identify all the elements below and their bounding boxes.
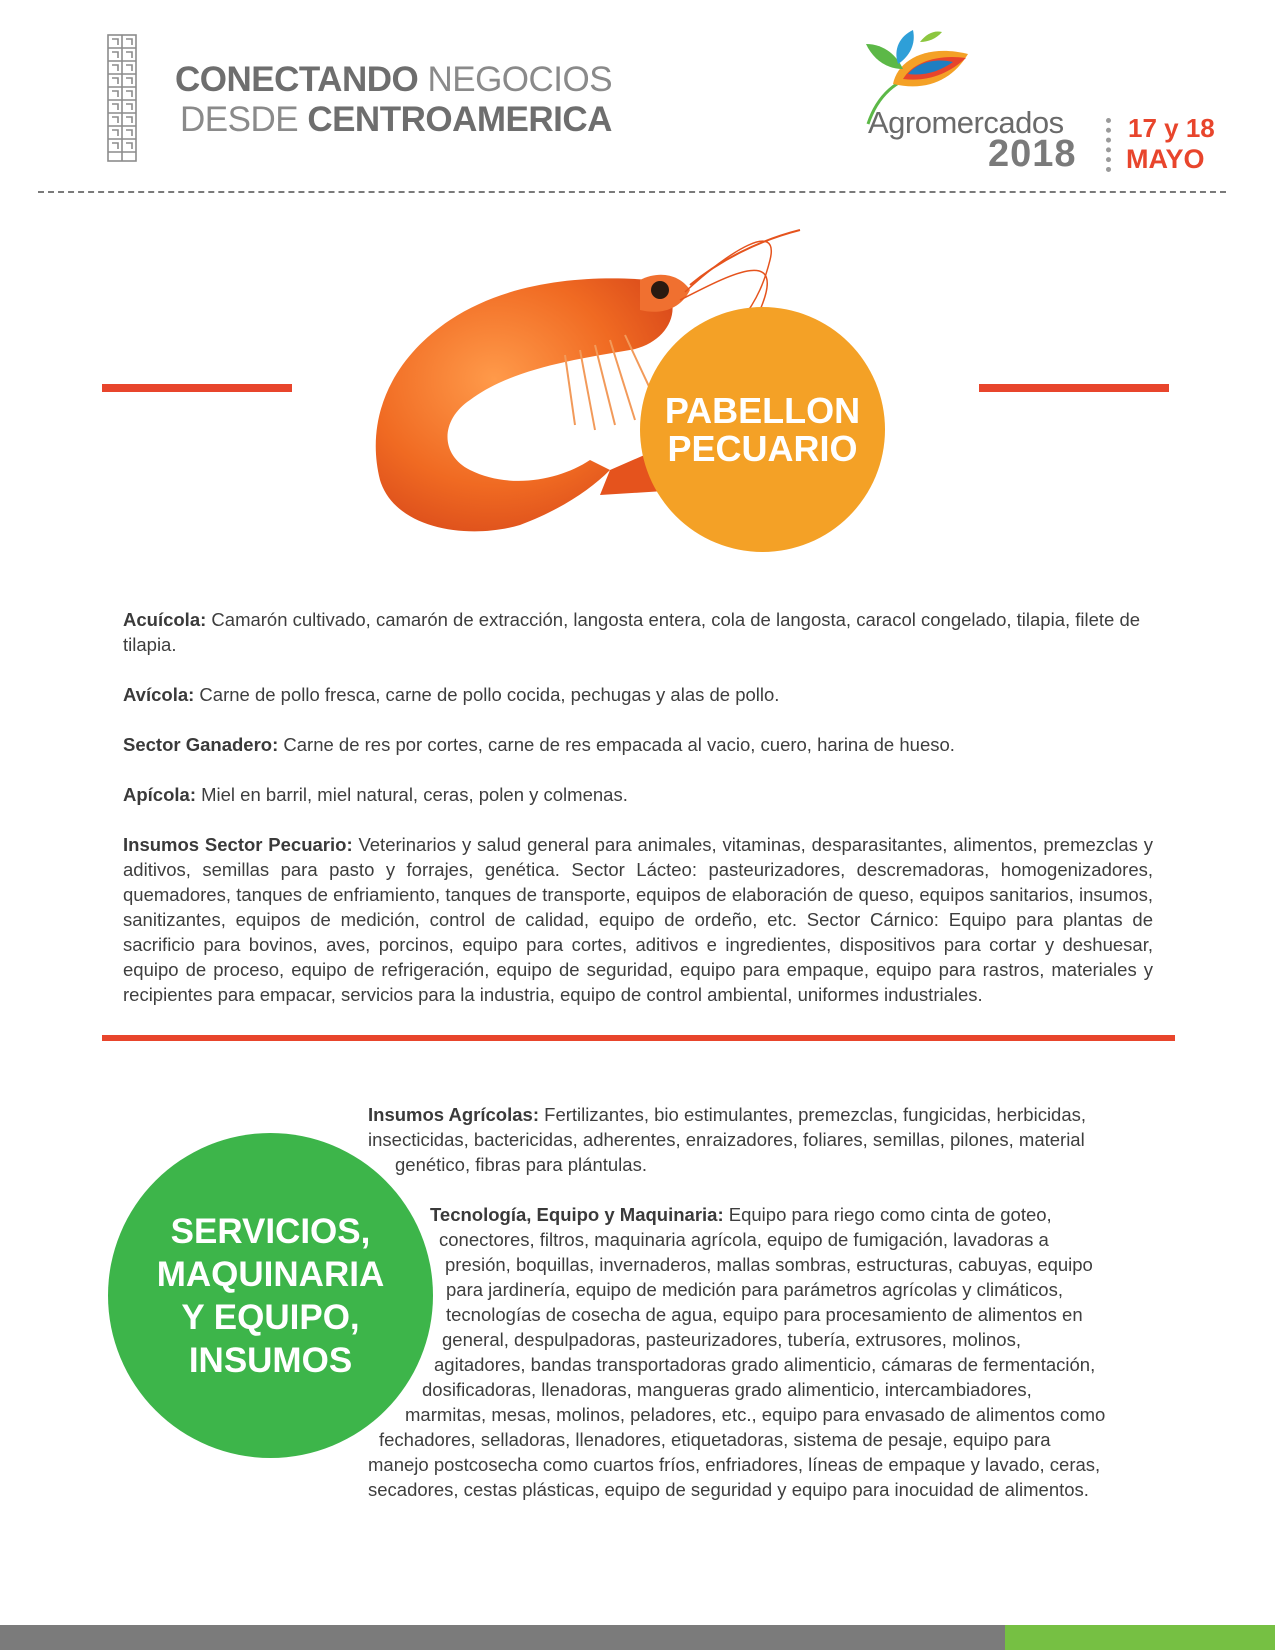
red-line-right (979, 384, 1169, 392)
item-label: Acuícola: (123, 609, 207, 630)
tecnologia-line: secadores, cestas plásticas, equipo de seguridad y equipo para inocuidad de alimentos. (368, 1479, 1089, 1500)
header-slogan (175, 60, 612, 140)
logo-divider (1106, 118, 1119, 172)
logo-year: 2018 (988, 133, 1077, 175)
pecuario-item-avicola (123, 682, 1153, 707)
red-line-left (102, 384, 292, 392)
maya-pattern-icon (107, 34, 137, 162)
tecnologia-label: Tecnología, Equipo y Maquinaria: (430, 1204, 724, 1225)
slogan-bold-1: CONECTANDO (175, 60, 419, 99)
servicios-title-line: Y EQUIPO, (181, 1297, 360, 1337)
pecuario-title-line1: PABELLON (664, 389, 861, 431)
logo-name: Agromercados (868, 105, 1064, 140)
tecnologia-line (430, 1202, 1052, 1227)
pecuario-item-insumos (123, 832, 1153, 1007)
tecnologia-line: dosificadoras, llenadoras, mangueras grado alimenticio, intercambiadores, (422, 1379, 1032, 1400)
slogan-bold-2: CENTROAMERICA (307, 100, 612, 139)
tecnologia-line: para jardinería, equipo de medición para parámetros agrícolas y climáticos, (446, 1279, 1063, 1300)
slogan-pre-2: DESDE (180, 100, 308, 139)
servicios-title-line: SERVICIOS, (170, 1211, 371, 1251)
item-text: Camarón cultivado, camarón de extracción, langosta entera, cola de langosta, caracol congelado, tilapia, filete de tilapia. (123, 609, 1141, 655)
insumos-line (368, 1102, 1086, 1127)
header-divider (38, 191, 1226, 193)
tecnologia-line: fechadores, selladoras, llenadores, etiquetadoras, sistema de pesaje, equipo para (379, 1429, 1051, 1450)
item-text: Miel en barril, miel natural, ceras, polen y colmenas. (195, 784, 628, 805)
tecnologia-line: agitadores, bandas transportadoras grado alimenticio, cámaras de fermentación, (434, 1354, 1096, 1375)
logo-dates-month: MAYO (1126, 144, 1205, 174)
pecuario-item-apicola (123, 782, 1153, 807)
item-label: Avícola: (123, 684, 195, 705)
section-divider (102, 1035, 1175, 1041)
pecuario-item-acuicola (123, 607, 1153, 657)
item-text: Carne de res por cortes, carne de res empacada al vacio, cuero, harina de hueso. (278, 734, 955, 755)
slogan-rest-1: NEGOCIOS (418, 60, 613, 99)
item-text: Carne de pollo fresca, carne de pollo cocida, pechugas y alas de pollo. (194, 684, 780, 705)
item-text: Veterinarios y salud general para animales, vitaminas, desparasitantes, alimentos, premezclas y aditivos, semillas para pasto y forrajes, genética. Sector Lácteo: pasteurizadores, descremadoras, homogenizadores, quemadores, tanques de enfriamiento, tanques de transporte, equipos de elaboración de queso, equipos sanitarios, insumos, sanitizantes, equipos de medición, control de calidad, equipo de ordeño, etc. Sector Cárnico: Equipo para plantas de sacrificio para bovinos, aves, porcinos, equipo para cortes, aditivos e ingredientes, dispositivos para cortar y deshuesar, equipo de proceso, equipo de refrigeración, equipo de seguridad, equipo para empaque, equipo para rastros, materiales y recipientes para empacar, servicios para la industria, equipo de control ambiental, uniformes industriales. (123, 834, 1154, 1005)
tecnologia-line: conectores, filtros, maquinaria agrícola, equipo de fumigación, lavadoras a (439, 1229, 1049, 1250)
footer-bar-gray (0, 1625, 1005, 1650)
insumos-line: genético, fibras para plántulas. (395, 1154, 647, 1175)
tecnologia-line: marmitas, mesas, molinos, peladores, etc., equipo para envasado de alimentos como (405, 1404, 1106, 1425)
servicios-badge (108, 1133, 433, 1458)
insumos-text: Fertilizantes, bio estimulantes, premezclas, fungicidas, herbicidas, (539, 1104, 1087, 1125)
tecnologia-line: tecnologías de cosecha de agua, equipo para procesamiento de alimentos en (446, 1304, 1083, 1325)
tecnologia-line: presión, boquillas, invernaderos, mallas sombras, estructuras, cabuyas, equipo (445, 1254, 1093, 1275)
logo-dates (1128, 113, 1215, 175)
footer-bar-green (1005, 1625, 1275, 1650)
insumos-label: Insumos Agrícolas: (368, 1104, 539, 1125)
tecnologia-line: general, despulpadoras, pasteurizadores, tubería, extrusores, molinos, (442, 1329, 1021, 1350)
item-label: Insumos Sector Pecuario: (123, 834, 353, 855)
logo-dates-days: 17 y 18 (1128, 113, 1215, 143)
item-label: Apícola: (123, 784, 196, 805)
tecnologia-line: manejo postcosecha como cuartos fríos, enfriadores, líneas de empaque y lavado, ceras, (368, 1454, 1101, 1475)
insumos-line: insecticidas, bactericidas, adherentes, enraizadores, foliares, semillas, pilones, material (368, 1129, 1085, 1150)
pabellon-pecuario-badge (640, 307, 885, 552)
servicios-title-line: MAQUINARIA (156, 1254, 385, 1294)
pecuario-title-line2: PECUARIO (667, 427, 858, 469)
item-label: Sector Ganadero: (123, 734, 279, 755)
servicios-title-line: INSUMOS (188, 1340, 353, 1380)
tecnologia-text: Equipo para riego como cinta de goteo, (723, 1204, 1052, 1225)
pecuario-item-ganadero (123, 732, 1153, 757)
